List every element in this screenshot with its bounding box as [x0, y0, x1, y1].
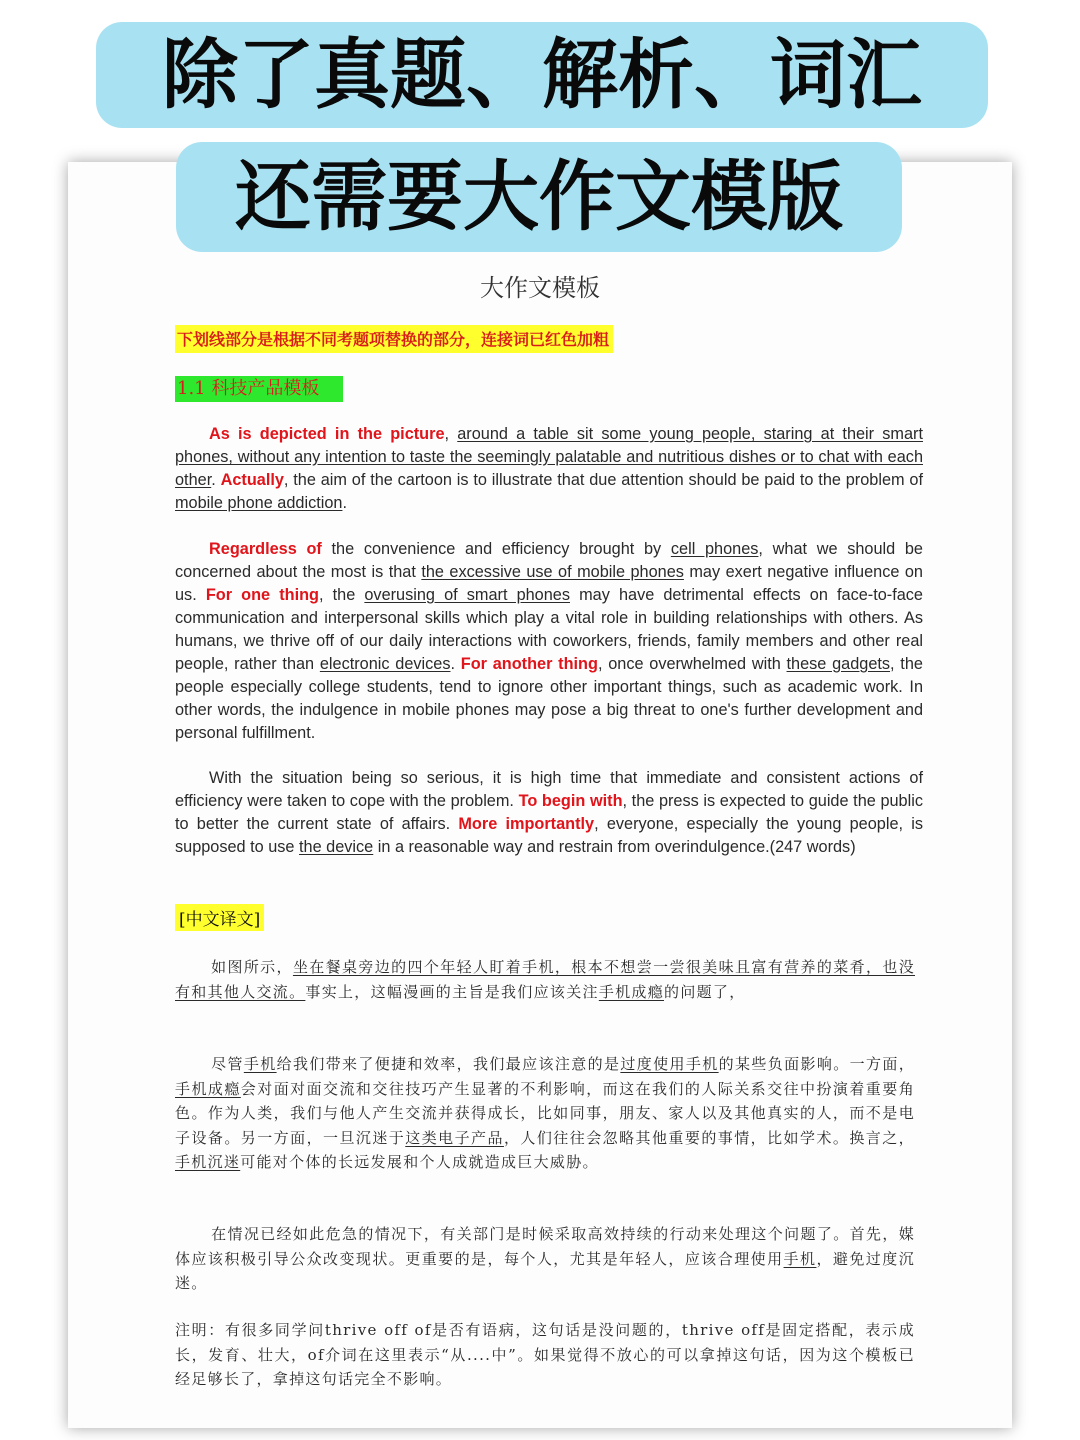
connector: Actually: [220, 471, 284, 489]
replaceable-phrase: electronic devices: [319, 655, 451, 673]
text: may have detrimental effects on face-to-face communication and interpersonal skills which play a vital role in building relationships with others. As humans, we thrive off of our daily interactions with coworkers, friends, family members and other real people, rather than: [175, 586, 923, 673]
footnote: 注明：有很多同学问thrive off of是否有语病，这句话是没问题的，thrive off是固定搭配，表示成长，发育、壮大，of介词在这里表示“从....中”。如果觉得不放心的可以拿掉这句话，因为这个模板已经足够长了，拿掉这句话完全不影响。: [175, 1321, 915, 1388]
text: the convenience and efficiency brought by: [321, 540, 671, 558]
text: 事实上，这幅漫画的主旨是我们应该关注: [305, 982, 599, 1001]
text: ，避免过度沉迷。: [175, 1249, 915, 1292]
connector: For one thing: [205, 586, 319, 604]
translation-paragraph-1: [175, 955, 915, 1004]
highlight-note: 下划线部分是根据不同考题项替换的部分，连接词已红色加粗: [175, 325, 613, 353]
connector: As is depicted in the picture: [209, 425, 445, 443]
text: 会对面对面交流和交往技巧产生显著的不利影响，而这在我们的人际关系交往中扮演着重要角色。作为人类，我们与他人产生交流并获得成长，比如同事，朋友、家人以及其他真实的人，而不是电子设备。另一方面，一旦沉迷于: [175, 1079, 915, 1147]
replaceable-phrase: cell phones: [670, 540, 759, 558]
replaceable-phrase: 手机成瘾: [175, 1079, 241, 1098]
text: , the: [319, 586, 365, 604]
text: , what we should be concerned about the most is that: [175, 540, 923, 581]
text: .: [450, 655, 461, 673]
text: 可能对个体的长远发展和个人成就造成巨大威胁。: [240, 1153, 599, 1171]
text: 在情况已经如此危急的情况下，有关部门是时候采取高效持续的行动来处理这个问题了。首先，媒体应该积极引导公众改变现状。更重要的是，每个人，尤其是年轻人，应该合理使用: [175, 1225, 915, 1268]
text: .: [342, 494, 347, 512]
replaceable-phrase: 过度使用手机: [620, 1055, 719, 1073]
section-heading: 1.1 科技产品模板: [175, 376, 343, 402]
text: 如图所示，: [211, 958, 293, 976]
text: , the aim of the cartoon is to illustrate that due attention should be paid to the problem of: [283, 471, 923, 489]
replaceable-phrase: the device: [299, 838, 374, 856]
text: 尽管: [211, 1055, 244, 1073]
text: , the people especially college students, tend to ignore other important things, such as academic work. In other words, the indulgence in mobile phones may pose a big threat to one's further development and personal fulfillment.: [175, 655, 923, 742]
text: in a reasonable way and restrain from overindulgence.(247 words): [373, 838, 856, 856]
replaceable-phrase: 坐在餐桌旁边的四个年轻人盯着手机，根本不想尝一尝很美味且富有营养的菜肴，也没有和其他人交流。: [175, 958, 915, 1001]
replaceable-phrase: these gadgets: [786, 655, 891, 673]
replaceable-phrase: 这类电子产品: [405, 1128, 504, 1147]
title-banner-line1: 除了真题、解析、词汇: [96, 22, 988, 128]
text: , everyone, especially the young people, is supposed to use: [175, 815, 923, 856]
essay-paragraph-2: [175, 538, 923, 745]
text: 给我们带来了便捷和效率，我们最应该注意的是: [276, 1055, 621, 1073]
replaceable-phrase: 手机: [783, 1249, 817, 1268]
translation-paragraph-3: [175, 1222, 915, 1296]
text: ,: [444, 425, 458, 443]
replaceable-phrase: 手机成瘾: [598, 982, 665, 1001]
connector: For another thing: [460, 655, 598, 673]
connector: Regardless of: [209, 540, 322, 558]
replaceable-phrase: 手机: [243, 1055, 277, 1073]
replaceable-phrase: the excessive use of mobile phones: [421, 563, 684, 581]
replaceable-phrase: mobile phone addiction: [175, 494, 343, 512]
chinese-translation-label: [中文译文]: [175, 904, 264, 931]
text: .: [211, 471, 221, 489]
document-title: 大作文模板: [480, 274, 600, 302]
text: may exert negative influence on us.: [175, 563, 923, 604]
text: With the situation being so serious, it is high time that immediate and consistent actions of efficiency were taken to cope with the problem.: [175, 769, 923, 810]
text: 的某些负面影响。一方面，: [718, 1055, 915, 1073]
replaceable-phrase: 手机沉迷: [175, 1153, 241, 1171]
essay-paragraph-3: [175, 767, 923, 859]
text: ，人们往往会忽略其他重要的事情，比如学术。换言之，: [503, 1128, 915, 1147]
replaceable-phrase: overusing of smart phones: [364, 586, 570, 604]
replaceable-phrase: around a table sit some young people, staring at their smart phones, without any intention to taste the seemingly palatable and nutritious dishes or to chat with each other: [175, 425, 923, 489]
connector: To begin with: [518, 792, 623, 810]
title-banner-line2: 还需要大作文模版: [176, 142, 902, 252]
connector: More importantly: [458, 815, 595, 833]
text: 的问题了，: [664, 982, 746, 1001]
translation-paragraph-2: [175, 1052, 915, 1175]
essay-paragraph-1: [175, 423, 923, 515]
text: , once overwhelmed with: [597, 655, 787, 673]
text: , the press is expected to guide the public to better the current state of affairs.: [175, 792, 923, 833]
